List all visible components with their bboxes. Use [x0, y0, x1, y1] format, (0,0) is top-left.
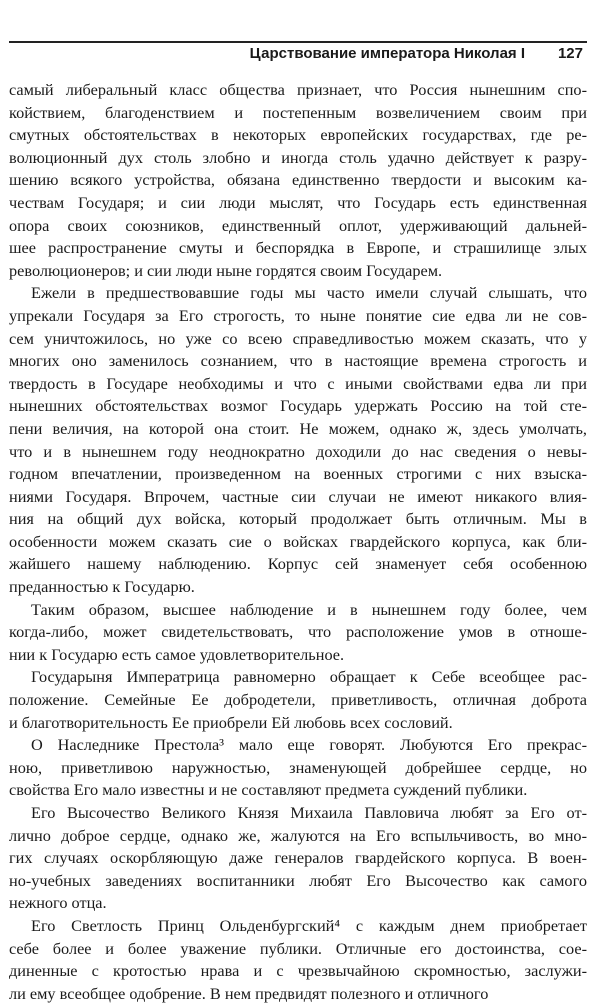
- text-line: ниями Государя. Впрочем, частные сии случаи не имеют никакого влия-: [9, 486, 587, 506]
- text-line: и благотворительность Ее приобрели Ей любовь всех сословий.: [9, 712, 453, 732]
- text-line: волюционный дух столь злобно и иногда столь удачно действует к разру-: [9, 147, 587, 167]
- text-line: особенности можем сказать сие о войсках гвардейского корпуса, как бли-: [9, 531, 587, 551]
- text-line: шению всякого устройства, обязана единственно твердости и высоким ка-: [9, 170, 587, 190]
- text-line: нежного отца.: [9, 893, 107, 913]
- page-number: 127: [557, 45, 583, 62]
- paragraph: [9, 282, 587, 598]
- text-line: опора своих союзников, единственный оплот, удерживающий дальней-: [9, 215, 587, 235]
- text-line: ною, приветливою наружностью, знаменующей добрейшее сердце, но: [9, 757, 587, 777]
- book-page: [9, 0, 595, 1003]
- running-title: Царствование императора Николая I: [249, 45, 525, 62]
- text-line: положение. Семейные Ее добродетели, приветливость, отличная доброта: [9, 690, 587, 710]
- text-line: гих случаях оскорбляющую даже генералов гвардейского корпуса. В воен-: [9, 848, 587, 868]
- text-line: Ежели в предшествовавшие годы мы часто имели случай слышать, что: [31, 283, 587, 303]
- text-line: преданностью к Государю.: [9, 577, 195, 597]
- paragraph: [9, 666, 587, 734]
- text-line: чествам Государя; и сии люди мыслят, что Государь есть единственная: [9, 192, 587, 212]
- text-line: свойства Его мало известны и не составляют предмета суждений публики.: [9, 780, 528, 800]
- text-line: сем уничтожилось, но уже со всею справедливостью можем сказать, что у: [9, 328, 587, 348]
- text-line: себе более и более уважение публики. Отличные его достоинства, сое-: [9, 938, 587, 958]
- text-line: Его Светлость Принц Ольденбургский⁴ с каждым днем приобретает: [31, 915, 587, 935]
- text-line: твердость в Государе необходимы и что с иными свойствами едва ли при: [9, 373, 587, 393]
- text-line: лично доброе сердце, однако же, жалуются на Его вспыльчивость, во мно-: [9, 825, 587, 845]
- page-header: [9, 44, 587, 66]
- text-line: годном впечатлении, произведенном на военных строгими с них взыска-: [9, 464, 587, 484]
- paragraph: [9, 915, 587, 1005]
- text-line: нии к Государю есть самое удовлетворительное.: [9, 644, 345, 664]
- text-line: Государыня Императрица равномерно обращает к Себе всеобщее рас-: [31, 667, 587, 687]
- paragraph: [9, 734, 587, 802]
- body-text: [9, 79, 587, 1005]
- text-line: диненные с кротостью нрава и с чрезвычайною скромностью, заслужи-: [9, 961, 587, 981]
- paragraph: [9, 599, 587, 667]
- text-line: койствием, благоденствием и постепенным возвеличением своим при: [9, 102, 587, 122]
- text-line: Его Высочество Великого Князя Михаила Павловича любят за Его от-: [31, 803, 587, 822]
- text-line: многих оно заменилось сознанием, что в настоящие времена строгость и: [9, 351, 587, 371]
- header-rule: [9, 41, 587, 43]
- text-line: революционеров; и сии люди ныне гордятся своим Государем.: [9, 260, 443, 280]
- paragraph: [9, 802, 587, 915]
- text-line: что и в нынешнем году неоднократно доходили до нас сведения о невы-: [9, 441, 587, 461]
- text-line: ния на общий дух войска, который продолжает быть отличным. Мы в: [9, 509, 587, 529]
- text-line: но-учебных заведениях воспитанники любят Его Высочество как самого: [9, 870, 587, 890]
- text-line: нынешних обстоятельствах возмог Государь удержать Россию на той сте-: [9, 396, 587, 416]
- paragraph: [9, 79, 587, 282]
- text-line: смутных обстоятельствах в некоторых европейских государствах, где ре-: [9, 125, 587, 145]
- text-line: когда-либо, может свидетельствовать, что расположение умов в отноше-: [9, 622, 587, 642]
- text-line: Таким образом, высшее наблюдение и в нынешнем году более, чем: [31, 599, 587, 619]
- text-line: пени величия, на которой она стоит. Не можем, однако ж, здесь умолчать,: [9, 418, 587, 438]
- text-line: самый либеральный класс общества признает, что Россия нынешним спо-: [9, 80, 587, 99]
- text-line: ли ему всеобщее одобрение. В нем предвидят полезного и отличного: [9, 983, 489, 1003]
- text-line: шее распространение смуты и беспорядка в Европе, и страшилище злых: [9, 238, 587, 258]
- text-line: упрекали Государя за Его строгость, то ныне понятие сие едва ли не сов-: [9, 305, 587, 325]
- text-line: О Наследнике Престола³ мало еще говорят. Любуются Его прекрас-: [31, 735, 587, 755]
- text-line: жайшего нашему наблюдению. Корпус сей знаменует себя особенною: [9, 554, 587, 574]
